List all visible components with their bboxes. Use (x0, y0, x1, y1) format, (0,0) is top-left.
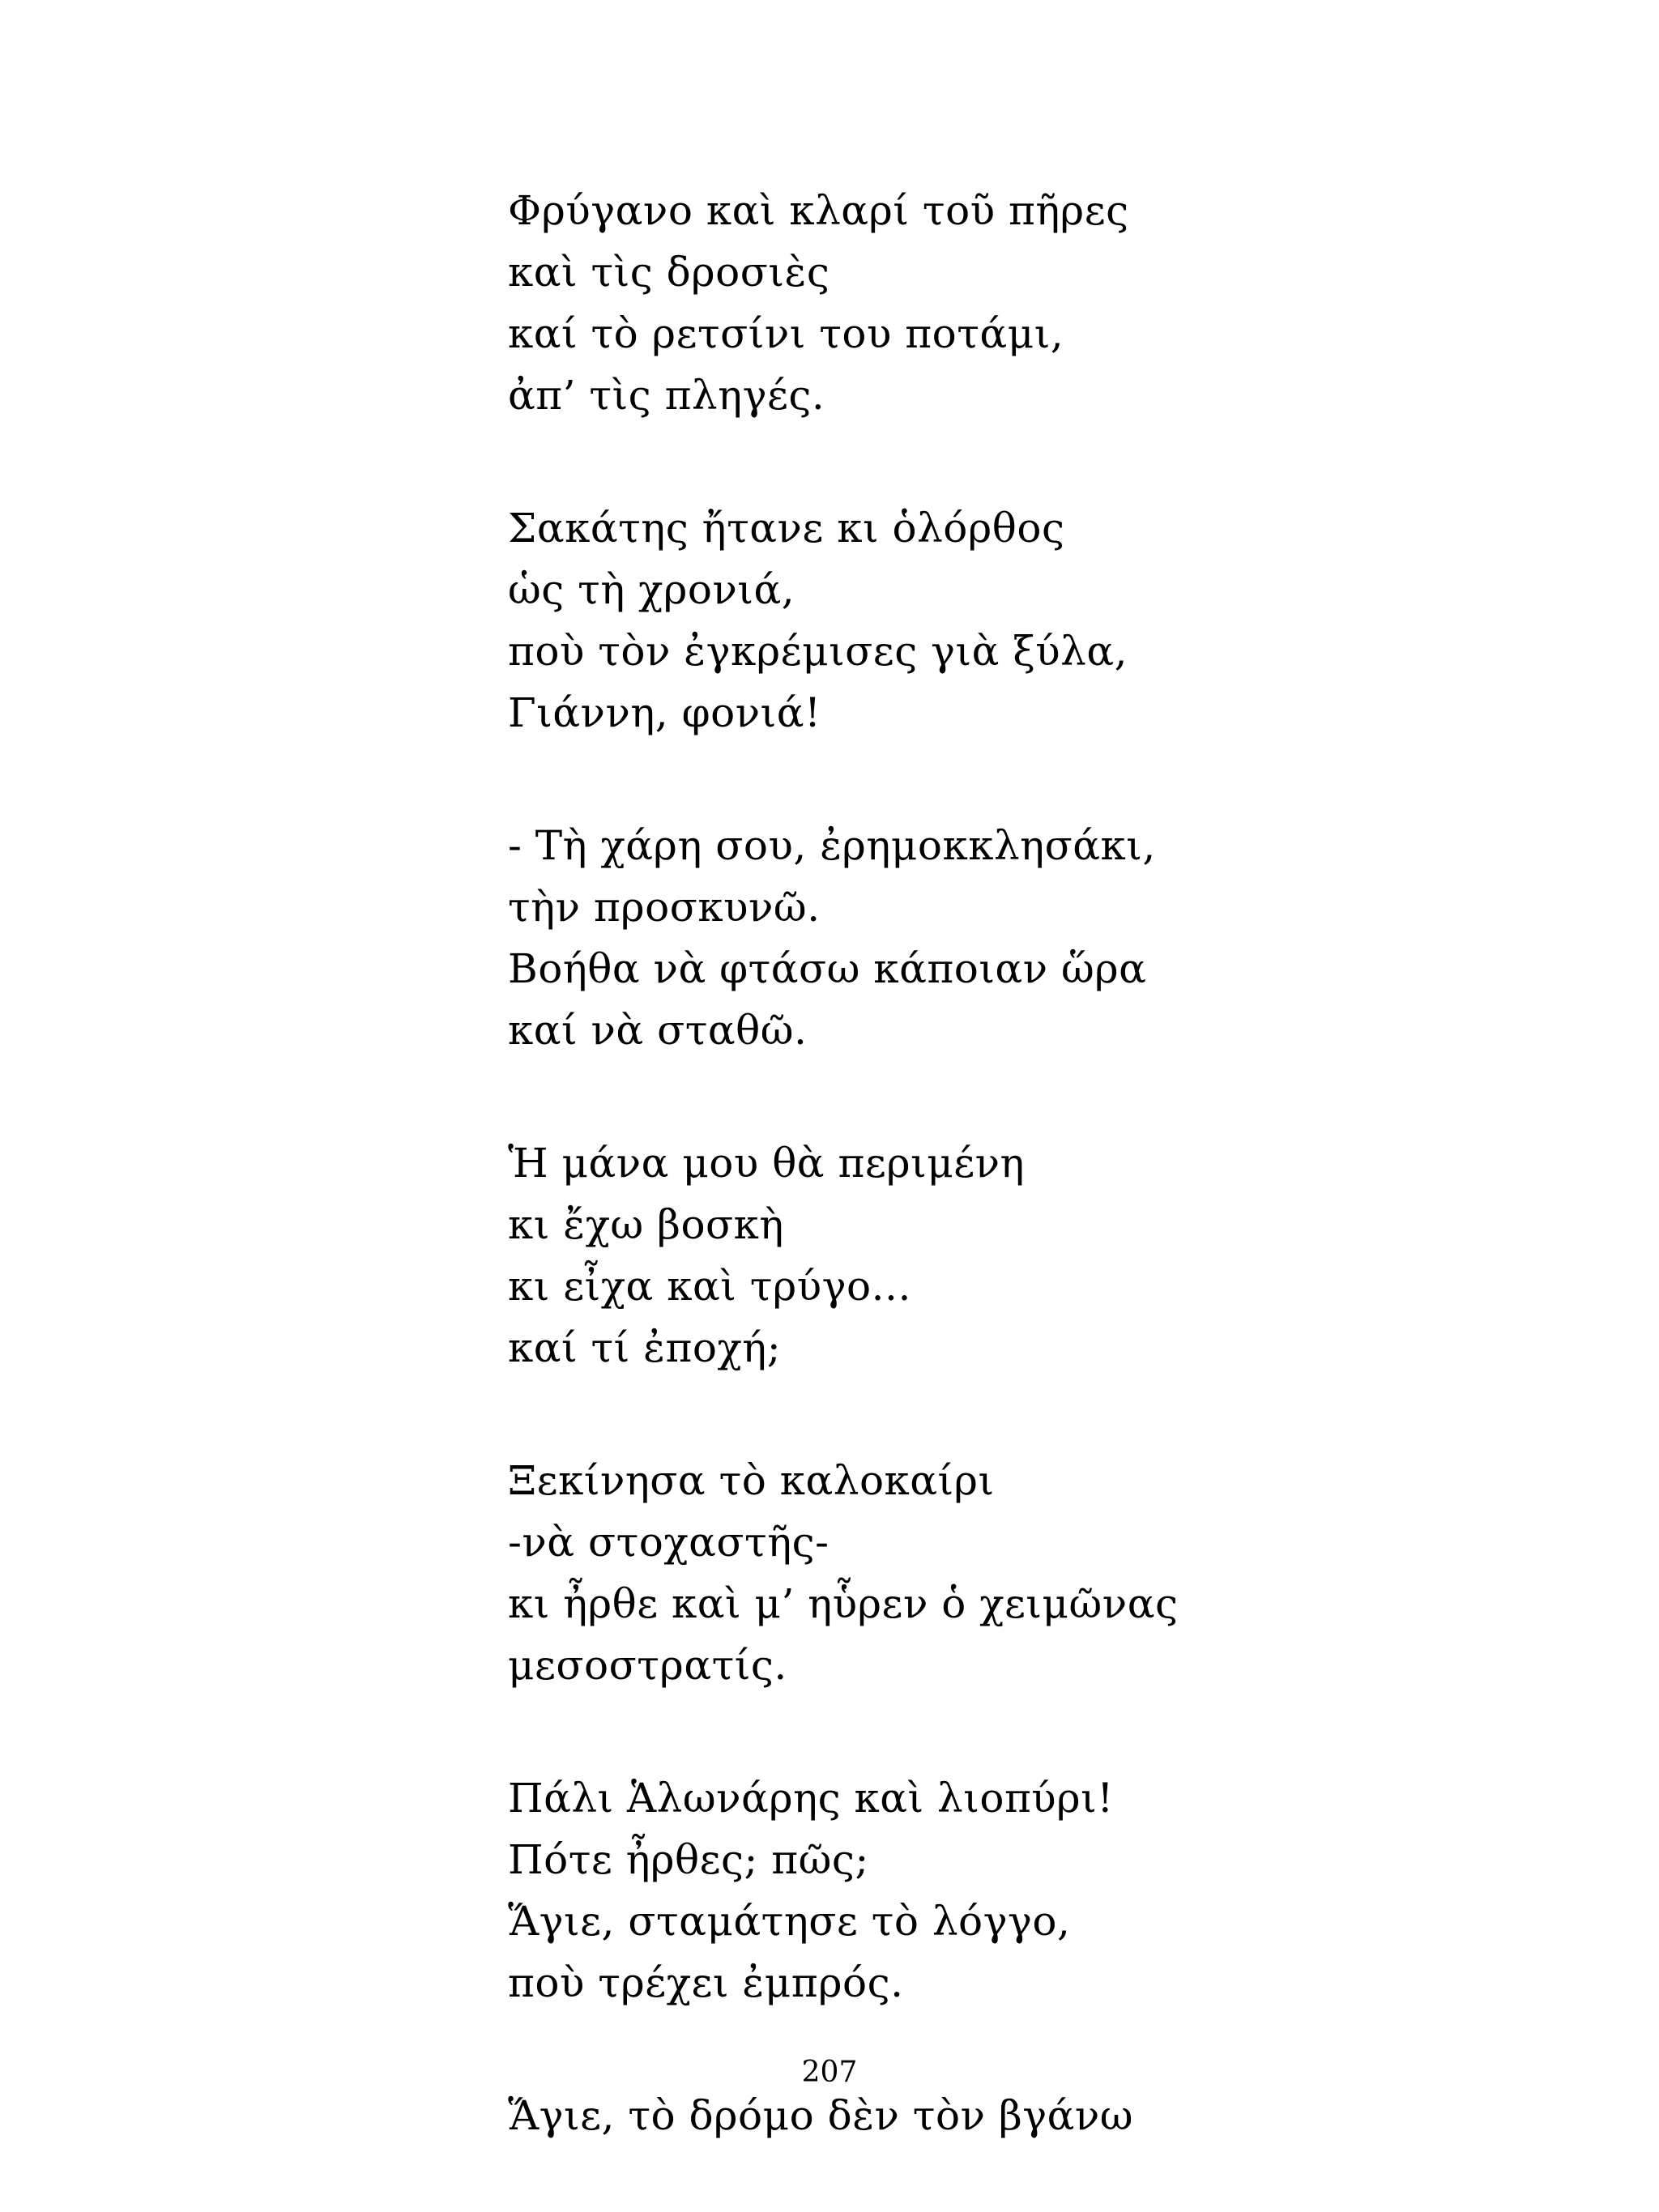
page-number: 207 (801, 2056, 858, 2089)
stanza-7 (508, 2085, 1399, 2146)
poem-line: Ἅγιε, σταμάτησε τὸ λόγγο, (508, 1898, 1071, 1945)
poem-line: ἀπ’ τὶς πληγές. (508, 372, 825, 419)
poem-line: ὡς τὴ χρονιά, (508, 566, 795, 613)
poem-line: κι ἔχω βοσκὴ (508, 1201, 784, 1248)
poem-line: κι ἦρθε καὶ μ’ ηὗρεν ὁ χειμῶνας (508, 1580, 1179, 1627)
poem-line: Ξεκίνησα τὸ καλοκαίρι (508, 1457, 995, 1504)
poem-line: Βοήθα νὰ φτάσω κάποιαν ὥρα (508, 945, 1147, 992)
stanza-6 (508, 1767, 1399, 2014)
stanza-2 (508, 497, 1399, 744)
poem-line: καί τὸ ρετσίνι του ποτάμι, (508, 310, 1064, 357)
stanza-1 (508, 180, 1399, 426)
poem-line: Ἅγιε, τὸ δρόμο δὲν τὸν βγάνω (508, 2092, 1134, 2139)
poem-line: -νὰ στοχαστῆς- (508, 1519, 830, 1566)
poem-line: Πότε ἦρθες; πῶς; (508, 1836, 869, 1883)
stanza-3 (508, 815, 1399, 1061)
poem-line: Γιάννη, φονιά! (508, 689, 821, 736)
poem-line: μεσοστρατίς. (508, 1642, 787, 1689)
poem-line: ποὺ τρέχει ἐμπρός. (508, 1959, 904, 2006)
poem-line: Φρύγανο καὶ κλαρί τοῦ πῆρες (508, 187, 1129, 234)
stanza-4 (508, 1132, 1399, 1379)
poem-line: - Τὴ χάρη σου, ἐρημοκκλησάκι, (508, 822, 1156, 869)
poem-line: ποὺ τὸν ἐγκρέμισες γιὰ ξύλα, (508, 628, 1128, 675)
poem-line: καί νὰ σταθῶ. (508, 1007, 808, 1054)
poem-line: Πάλι Ἁλωνάρης καὶ λιοπύρι! (508, 1775, 1114, 1822)
poem-line: Σακάτης ἤτανε κι ὁλόρθος (508, 505, 1065, 552)
poem-line: τὴν προσκυνῶ. (508, 884, 821, 931)
poem-line: κι εἶχα καὶ τρύγο... (508, 1263, 911, 1310)
poem-line: καί τί ἐποχή; (508, 1324, 782, 1371)
poem-line: καὶ τὶς δροσιὲς (508, 249, 830, 296)
poem-body (508, 180, 1399, 2146)
stanza-5 (508, 1450, 1399, 1696)
poem-line: Ἡ μάνα μου θὰ περιμένη (508, 1140, 1025, 1187)
